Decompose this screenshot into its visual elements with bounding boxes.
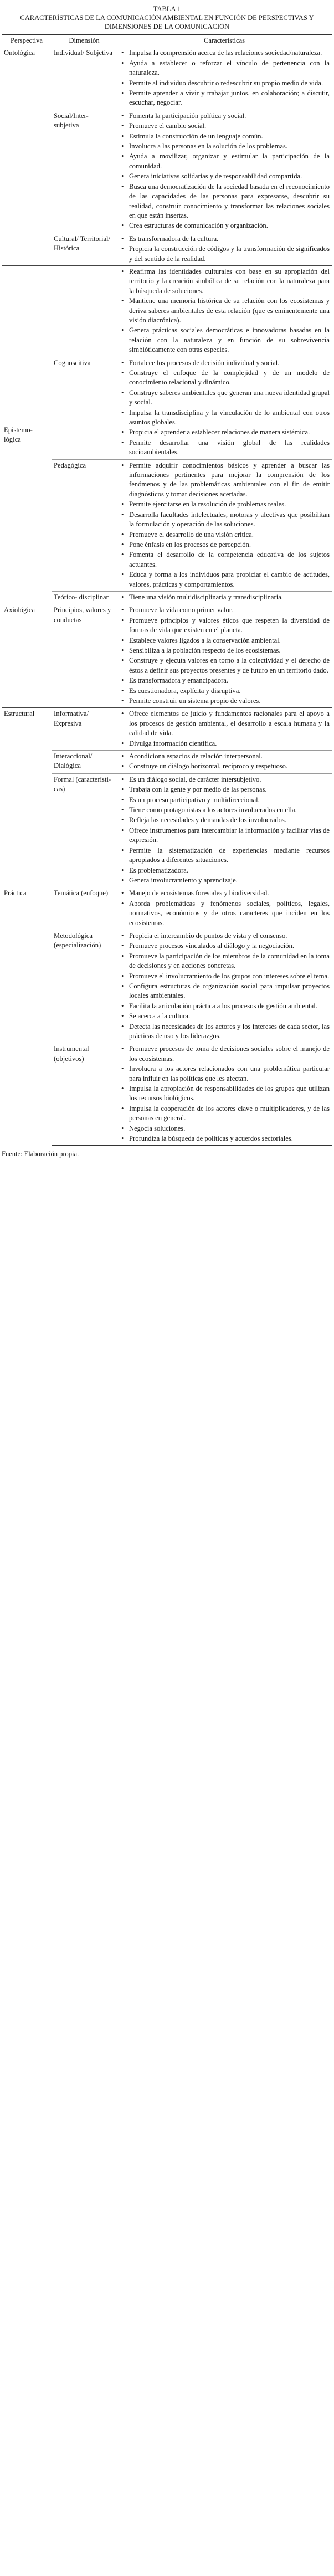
perspective-cell: Axiológica	[2, 604, 52, 708]
list-item: • Ofrece instrumentos para intercambiar la información y facilitar vías de expresión.	[129, 826, 330, 845]
list-item: • Permite al individuo descubrir o redescubrir su propio medio de vida.	[129, 79, 330, 88]
table-row	[2, 930, 332, 1043]
dimension-cell: Cultural/ Territorial/ Histórica	[52, 233, 117, 265]
characteristics-cell	[117, 357, 332, 459]
dimension-cell: Formal (característi- cas)	[52, 773, 117, 887]
characteristics-cell	[117, 233, 332, 265]
perspective-cell: Ontológica	[2, 47, 52, 266]
characteristics-cell	[117, 887, 332, 930]
list-item: • Permite desarrollar una visión global de las realidades socioambientales.	[129, 438, 330, 458]
characteristics-list	[119, 709, 330, 748]
table-header	[2, 35, 332, 47]
list-item: • Propicia la construcción de códigos y la transformación de significados y del sentido de la realidad.	[129, 244, 330, 264]
dimension-cell: Individual/ Subjetiva	[52, 47, 117, 110]
list-item: • Acondiciona espacios de relación interpersonal.	[129, 752, 330, 761]
header-caracteristicas: Características	[117, 35, 332, 47]
list-item: • Es un proceso participativo y multidireccional.	[129, 796, 330, 805]
dimension-cell: Pedagógica	[52, 459, 117, 591]
table-row	[2, 1043, 332, 1146]
table-row	[2, 233, 332, 265]
list-item: • Propicia el aprender a establecer relaciones de manera sistémica.	[129, 428, 330, 437]
characteristics-cell	[117, 591, 332, 604]
list-item: • Es transformadora y emancipadora.	[129, 676, 330, 685]
list-item: • Genera prácticas sociales democráticas e innovadoras basadas en la relación con la naturaleza y en función de su sobrevivencia simbióticamente con otras especies.	[129, 326, 330, 355]
document	[0, 0, 334, 1158]
list-item: • Promueve el desarrollo de una visión crítica.	[129, 530, 330, 540]
list-item: • Impulsa la apropiación de responsabilidades de los grupos que utilizan los recursos biológicos.	[129, 1084, 330, 1104]
list-item: • Permite construir un sistema propio de valores.	[129, 696, 330, 706]
table-source: Fuente: Elaboración propia.	[2, 1150, 79, 1158]
list-item: • Promueve el cambio social.	[129, 121, 330, 131]
list-item: • Promueve la vida como primer valor.	[129, 605, 330, 615]
list-item: • Impulsa la cooperación de los actores clave o multiplicadores, y de las personas en general.	[129, 1104, 330, 1123]
list-item: • Trabaja con la gente y por medio de las personas.	[129, 785, 330, 794]
list-item: • Crea estructuras de comunicación y organización.	[129, 221, 330, 230]
list-item: • Profundiza la búsqueda de políticas y acuerdos sectoriales.	[129, 1134, 330, 1143]
characteristics-cell	[117, 265, 332, 357]
table-row	[2, 591, 332, 604]
header-perspectiva: Perspectiva	[2, 35, 52, 47]
list-item: • Promueve principios y valores éticos que respeten la diversidad de formas de vida que existen en el planeta.	[129, 616, 330, 635]
dimension-cell: Informativa/ Expresiva	[52, 708, 117, 751]
list-item: • Propicia el intercambio de puntos de vista y el consenso.	[129, 931, 330, 941]
characteristics-cell	[117, 708, 332, 751]
list-item: • Facilita la articulación práctica a los procesos de gestión ambiental.	[129, 1002, 330, 1011]
list-item: • Promueve el involucramiento de los grupos con intereses sobre el tema.	[129, 972, 330, 981]
dimension-cell: Temática (enfoque)	[52, 887, 117, 930]
characteristics-list	[119, 461, 330, 589]
characteristics-list	[119, 605, 330, 706]
table-row	[2, 459, 332, 591]
list-item: • Construye saberes ambientales que generan una nueva identidad grupal y social.	[129, 388, 330, 408]
table-row	[2, 773, 332, 887]
list-item: • Establece valores ligados a la conservación ambiental.	[129, 636, 330, 645]
list-item: • Genera iniciativas solidarias y de responsabilidad compartida.	[129, 172, 330, 181]
table-row	[2, 887, 332, 930]
characteristics-list	[119, 775, 330, 885]
list-item: • Fortalece los procesos de decisión individual y social.	[129, 358, 330, 368]
table-row	[2, 110, 332, 233]
list-item: • Mantiene una memoria histórica de su relación con los ecosistemas y deriva saberes ambientales de esta relación (que es eminentemente una visión diacrónica).	[129, 296, 330, 325]
list-item: • Desarrolla facultades intelectuales, motoras y afectivas que posibilitan la formulación y operación de las soluciones.	[129, 510, 330, 530]
table-row	[2, 708, 332, 751]
characteristics-cell	[117, 459, 332, 591]
characteristics-list	[119, 48, 330, 107]
characteristics-list	[119, 593, 330, 602]
perspective-cell: Práctica	[2, 887, 52, 1146]
list-item: • Construye y ejecuta valores en torno a la colectividad y el derecho de éstos a definir sus proyectos presentes y de futuro en un territorio dado.	[129, 656, 330, 675]
list-item: • Estimula la construcción de un lenguaje común.	[129, 132, 330, 141]
table-row	[2, 357, 332, 459]
list-item: • Fomenta la participación política y social.	[129, 111, 330, 121]
list-item: • Es cuestionadora, explícita y disruptiva.	[129, 686, 330, 696]
list-item: • Permite la sistematización de experiencias mediante recursos apropiados a diferentes situaciones.	[129, 846, 330, 865]
list-item: • Pone énfasis en los procesos de percepción.	[129, 540, 330, 550]
list-item: • Es problematizadora.	[129, 866, 330, 875]
table-number: TABLA 1	[153, 5, 181, 13]
list-item: • Promueve procesos de toma de decisiones sociales sobre el manejo de los ecosistemas.	[129, 1044, 330, 1064]
list-item: • Promueve procesos vinculados al diálogo y la negociación.	[129, 941, 330, 951]
list-item: • Es un diálogo social, de carácter intersubjetivo.	[129, 775, 330, 784]
list-item: • Involucra a los actores relacionados con una problemática particular para influir en las políticas que les afectan.	[129, 1064, 330, 1084]
list-item: • Ayuda a movilizar, organizar y estimular la participación de la comunidad.	[129, 152, 330, 171]
characteristics-cell	[117, 1043, 332, 1146]
list-item: • Es transformadora de la cultura.	[129, 234, 330, 244]
list-item: • Reafirma las identidades culturales con base en su apropiación del territorio y la creación simbólica de su relación con la naturaleza para la búsqueda de soluciones.	[129, 267, 330, 296]
list-item: • Negocia soluciones.	[129, 1124, 330, 1133]
list-item: • Construye el enfoque de la complejidad y de un modelo de conocimiento relacional y dinámico.	[129, 368, 330, 388]
list-item: • Manejo de ecosistemas forestales y biodiversidad.	[129, 889, 330, 898]
characteristics-cell	[117, 110, 332, 233]
list-item: • Se acerca a la cultura.	[129, 1012, 330, 1021]
list-item: • Tiene como protagonistas a los actores involucrados en ella.	[129, 805, 330, 815]
characteristics-cell	[117, 773, 332, 887]
table-caption	[3, 4, 331, 31]
list-item: • Aborda problemáticas y fenómenos sociales, políticos, legales, normativos, económicos y de otros caracteres que inciden en los ecosistemas.	[129, 899, 330, 928]
list-item: • Permite adquirir conocimientos básicos y aprender a buscar las informaciones pertinentes para mejorar la comprensión de los fenómenos y de las problemáticas ambientales con el fin de emitir diagnósticos y tomar decisiones acertadas.	[129, 461, 330, 500]
list-item: • Construye un diálogo horizontal, recíproco y respetuoso.	[129, 762, 330, 771]
list-item: • Involucra a las personas en la solución de los problemas.	[129, 142, 330, 151]
list-item: • Detecta las necesidades de los actores y los intereses de cada sector, las prácticas de uso y los liderazgos.	[129, 1022, 330, 1041]
list-item: • Fomenta el desarrollo de la competencia educativa de los sujetos actuantes.	[129, 550, 330, 569]
header-dimension: Dimensión	[52, 35, 117, 47]
table-title: CARACTERÍSTICAS DE LA COMUNICACIÓN AMBIENTAL EN FUNCIÓN DE PERSPECTIVAS Y DIMENSIONES DE LA COMUNICACIÓN	[20, 14, 314, 30]
dimension-cell: Metodológica (especialización)	[52, 930, 117, 1043]
characteristics-cell	[117, 930, 332, 1043]
characteristics-list	[119, 234, 330, 264]
characteristics-list	[119, 267, 330, 355]
list-item: • Genera involucramiento y aprendizaje.	[129, 876, 330, 885]
list-item: • Ayuda a establecer o reforzar el vínculo de pertenencia con la naturaleza.	[129, 59, 330, 78]
list-item: • Impulsa la comprensión acerca de las relaciones sociedad/naturaleza.	[129, 48, 330, 58]
list-item: • Divulga información científica.	[129, 739, 330, 748]
list-item: • Educa y forma a los individuos para propiciar el cambio de actitudes, valores, prácticas y comportamientos.	[129, 570, 330, 589]
list-item: • Refleja las necesidades y demandas de los involucrados.	[129, 815, 330, 825]
dimension-cell: Principios, valores y conductas	[52, 604, 117, 708]
list-item: • Tiene una visión multidisciplinaria y transdisciplinaria.	[129, 593, 330, 602]
characteristics-cell	[117, 751, 332, 774]
perspective-cell: Epistemo- lógica	[2, 265, 52, 604]
table-row	[2, 751, 332, 774]
characteristics-list	[119, 358, 330, 458]
dimension-cell	[52, 265, 117, 357]
table-row	[2, 604, 332, 708]
list-item: • Configura estructuras de organización social para impulsar proyectos locales ambientales.	[129, 982, 330, 1001]
table-row	[2, 265, 332, 357]
list-item: • Busca una democratización de la sociedad basada en el reconocimiento de las capacidades de las personas para expresarse, descubrir su realidad, construir conocimiento y transformar las relaciones sociales en que están insertas.	[129, 182, 330, 221]
characteristics-list	[119, 1044, 330, 1143]
characteristics-list	[119, 931, 330, 1041]
dimension-cell: Social/Inter- subjetiva	[52, 110, 117, 233]
characteristics-cell	[117, 604, 332, 708]
dimension-cell: Cognoscitiva	[52, 357, 117, 459]
dimension-cell: Instrumental (objetivos)	[52, 1043, 117, 1146]
list-item: • Impulsa la transdisciplina y la vinculación de lo ambiental con otros asuntos globales.	[129, 408, 330, 428]
characteristics-table	[2, 34, 332, 1146]
list-item: • Promueve la participación de los miembros de la comunidad en la toma de decisiones y en acciones concretas.	[129, 952, 330, 971]
characteristics-list	[119, 889, 330, 928]
list-item: • Sensibiliza a la población respecto de los ecosistemas.	[129, 646, 330, 655]
list-item: • Permite ejercitarse en la resolución de problemas reales.	[129, 500, 330, 509]
table-body	[2, 47, 332, 1146]
perspective-cell: Estructural	[2, 708, 52, 887]
characteristics-list	[119, 111, 330, 231]
table-row	[2, 47, 332, 110]
list-item: • Ofrece elementos de juicio y fundamentos racionales para el apoyo a los procesos de gestión ambiental, el desarrollo a escala humana y la calidad de vida.	[129, 709, 330, 738]
list-item: • Permite aprender a vivir y trabajar juntos, en colaboración; a discutir, escuchar, negociar.	[129, 89, 330, 108]
characteristics-list	[119, 752, 330, 772]
dimension-cell: Interaccional/ Dialógica	[52, 751, 117, 774]
characteristics-cell	[117, 47, 332, 110]
dimension-cell: Teórico- disciplinar	[52, 591, 117, 604]
